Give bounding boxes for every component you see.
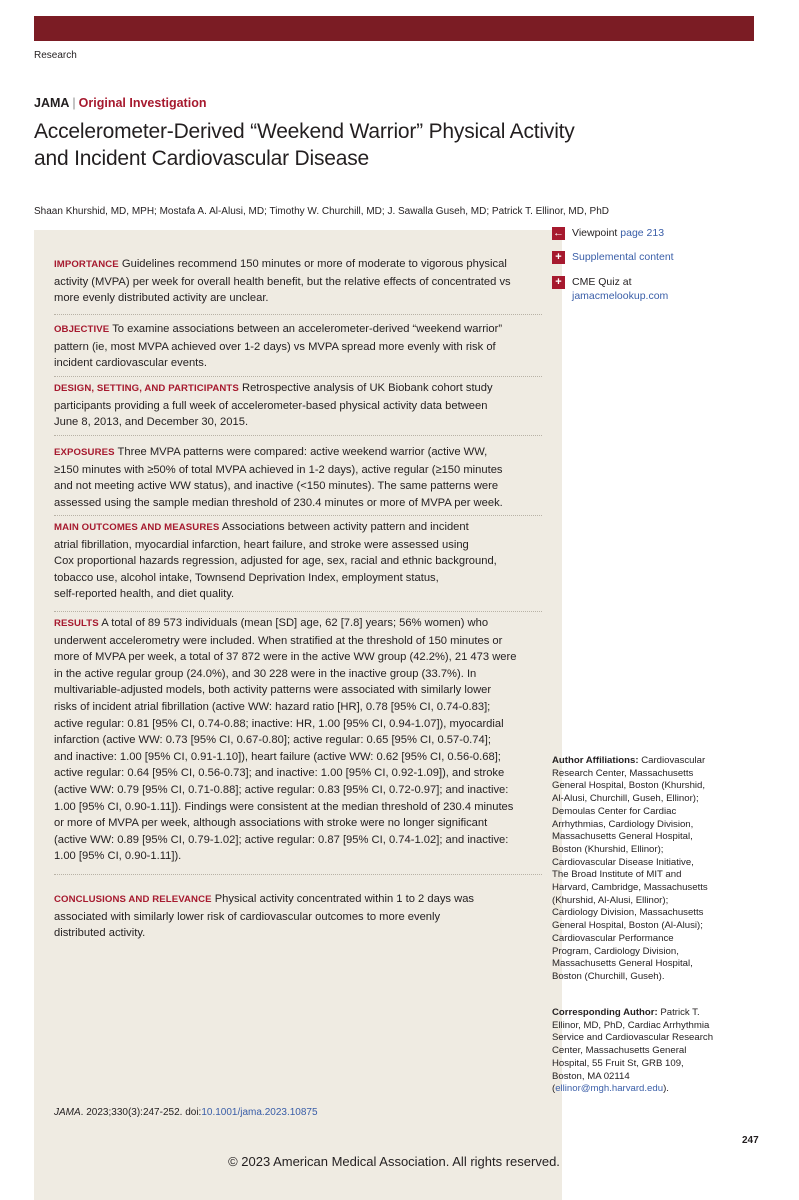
text-line: To examine associations between an accelerometer-derived “weekend warrior” [112, 323, 503, 335]
text-line: 1.00 [95% CI, 0.90-1.11]). [54, 850, 182, 863]
text-line: (active WW: 0.89 [95% CI, 0.79-1.02]; active regular: 0.87 [95% CI, 0.74-1.02]; and inactive: [54, 833, 509, 846]
text-line: active regular: 0.64 [95% CI, 0.56-0.73]; and inactive: 1.00 [95% CI, 0.92-1.09]), and stroke [54, 767, 505, 780]
text-line: multivariable-adjusted models, both activity patterns were associated with similarly lower [54, 684, 492, 697]
section-divider [54, 611, 542, 612]
author-list: Shaan Khurshid, MD, MPH; Mostafa A. Al-Alusi, MD; Timothy W. Churchill, MD; J. Sawalla Guseh, MD; Patrick T. Ellinor, MD, PhD [34, 206, 609, 217]
text-line: ≥150 minutes with ≥50% of total MVPA achieved in 1-2 days), active regular (≥150 minutes [54, 463, 503, 476]
affil-line: Cardiovascular [641, 755, 706, 766]
supplemental-label[interactable]: Supplemental content [572, 251, 674, 263]
corr-line: Center, Massachusetts General [552, 1045, 687, 1057]
section-divider [54, 874, 542, 875]
author-affiliations [552, 755, 740, 984]
abstract-objective [54, 321, 552, 372]
corr-line: Hospital, 55 Fruit St, GRB 109, [552, 1057, 684, 1069]
text-line: 1.00 [95% CI, 0.90-1.11]). Findings were consistent at the median threshold of 230.4 minutes [54, 800, 514, 813]
affil-line: Arrhythmias, Cardiology Division, [552, 818, 694, 830]
corr-line: Ellinor, MD, PhD, Cardiac Arrhythmia [552, 1019, 710, 1031]
citation-ref: . 2023;330(3):247-252. doi: [80, 1107, 202, 1118]
section-divider [54, 435, 542, 436]
journal-name: JAMA [34, 96, 70, 110]
citation-journal: JAMA [54, 1107, 81, 1118]
section-heading: MAIN OUTCOMES AND MEASURES [54, 522, 220, 533]
affil-line: Demoulas Center for Cardiac [552, 805, 677, 817]
article-title [34, 118, 674, 172]
section-heading: OBJECTIVE [54, 324, 110, 335]
text-line: and not meeting active WW status), and inactive (<150 minutes). The same patterns were [54, 480, 499, 493]
title-line-2: and Incident Cardiovascular Disease [34, 147, 370, 170]
affil-line: Program, Cardiology Division, [552, 945, 679, 957]
text-line: and inactive: 1.00 [95% CI, 0.91-1.10]), heart failure (active WW: 0.62 [95% CI, 0.56-0.68]; [54, 750, 501, 763]
text-line: activity (MVPA) per week for overall health benefit, but the relative effects of concentrated vs [54, 275, 511, 288]
text-line: infarction (active WW: 0.73 [95% CI, 0.67-0.80]; active regular: 0.65 [95% CI, 0.57-0.74]; [54, 734, 491, 747]
text-line: in the active regular group (24.0%), and 30 228 were in the inactive group (33.7%). In [54, 667, 477, 680]
corresponding-heading: Corresponding Author: [552, 1007, 658, 1018]
abstract-conclusions [54, 891, 552, 942]
cme-label: CME Quiz at [572, 276, 632, 288]
text-line: Associations between activity pattern and incident [221, 521, 469, 533]
affil-line: Massachusetts General Hospital, [552, 958, 693, 970]
journal-line [34, 96, 206, 110]
text-line: active regular: 0.81 [95% CI, 0.74-0.88; inactive: HR, 1.00 [95% CI, 0.94-1.07]), myocardial [54, 717, 504, 730]
section-heading: RESULTS [54, 618, 99, 629]
affil-line: Research Center, Massachusetts [552, 767, 694, 779]
affil-line: Harvard, Cambridge, Massachusetts [552, 882, 708, 894]
viewpoint-page[interactable]: page 213 [620, 227, 665, 239]
cme-text [572, 275, 742, 303]
text-line: Retrospective analysis of UK Biobank cohort study [242, 382, 493, 394]
viewpoint-label: Viewpoint [572, 227, 618, 239]
page-number: 247 [742, 1135, 759, 1146]
text-line: risks of incident atrial fibrillation (active WW: hazard ratio [HR], 0.78 [95% CI, 0.74-0.83]; [54, 700, 491, 713]
journal-separator: | [72, 96, 76, 110]
section-divider [54, 314, 542, 315]
abstract-importance [54, 256, 552, 307]
header-bar [34, 16, 754, 41]
affil-line: (Khurshid, Al-Alusi, Ellinor); [552, 894, 669, 906]
section-heading: EXPOSURES [54, 447, 115, 458]
affil-line: The Broad Institute of MIT and [552, 869, 682, 881]
text-line: more evenly distributed activity are unclear. [54, 292, 269, 305]
section-heading: DESIGN, SETTING, AND PARTICIPANTS [54, 383, 239, 394]
doi-link[interactable]: 10.1001/jama.2023.10875 [201, 1107, 318, 1118]
copyright-notice: © 2023 American Medical Association. All rights reserved. [228, 1154, 560, 1169]
plus-icon: + [552, 276, 565, 289]
article-type: Original Investigation [78, 96, 207, 110]
text-line: A total of 89 573 individuals (mean [SD] age, 62 [7.8] years; 56% women) who [101, 617, 489, 629]
text-line: self-reported health, and diet quality. [54, 588, 235, 601]
cme-link[interactable]: jamacmelookup.com [572, 290, 669, 302]
abstract-results [54, 615, 552, 865]
affiliations-heading: Author Affiliations: [552, 755, 639, 766]
text-line: June 8, 2013, and December 30, 2015. [54, 416, 249, 429]
text-line: (active WW: 0.79 [95% CI, 0.71-0.88]; active regular: 0.83 [95% CI, 0.72-0.97]; and inactive: [54, 783, 509, 796]
plus-icon: + [552, 251, 565, 264]
abstract-design [54, 380, 552, 431]
affil-line: Cardiovascular Disease Initiative, [552, 856, 694, 868]
text-line: Guidelines recommend 150 minutes or more of moderate to vigorous physical [121, 258, 507, 270]
text-line: or more of MVPA per week, although associations with stroke were no longer significant [54, 817, 488, 830]
email-link[interactable]: ellinor@mgh.harvard.edu [555, 1083, 664, 1095]
text-line: more of MVPA per week, a total of 37 872 were in the active WW group (42.2%), 21 473 were [54, 651, 517, 664]
text-line: atrial fibrillation, myocardial infarction, heart failure, and stroke were assessed using [54, 538, 469, 551]
text-line: tobacco use, alcohol intake, Townsend Deprivation Index, employment status, [54, 571, 439, 584]
email-open-paren: ( [552, 1083, 556, 1095]
affil-line: Massachusetts General Hospital, [552, 831, 693, 843]
text-line: Three MVPA patterns were compared: active weekend warrior (active WW, [117, 446, 488, 458]
corr-line: Boston, MA 02114 [552, 1070, 630, 1082]
section-label: Research [34, 50, 77, 61]
title-line-1: Accelerometer-Derived “Weekend Warrior” Physical Activity [34, 120, 575, 143]
viewpoint-text [572, 226, 742, 240]
corresponding-author [552, 1007, 740, 1096]
abstract-box [34, 230, 562, 1200]
affil-line: Boston (Churchill, Guseh). [552, 970, 665, 982]
affil-line: General Hospital, Boston (Khurshid, [552, 780, 706, 792]
text-line: Physical activity concentrated within 1 to 2 days was [214, 893, 475, 905]
corr-line: Service and Cardiovascular Research [552, 1032, 714, 1044]
abstract-outcomes [54, 519, 552, 603]
affil-line: Cardiology Division, Massachusetts [552, 907, 704, 919]
section-heading: CONCLUSIONS AND RELEVANCE [54, 894, 212, 905]
affil-line: Al-Alusi, Churchill, Guseh, Ellinor); [552, 793, 699, 805]
text-line: associated with similarly lower risk of cardiovascular outcomes to more evenly [54, 910, 441, 923]
abstract-exposures [54, 444, 552, 511]
text-line: pattern (ie, most MVPA achieved over 1-2 days) vs MVPA spread more evenly with risk of [54, 340, 496, 353]
section-divider [54, 515, 542, 516]
section-divider [54, 376, 542, 377]
affil-line: Cardiovascular Performance [552, 932, 674, 944]
corr-line: Patrick T. [660, 1007, 700, 1018]
text-line: incident cardiovascular events. [54, 357, 207, 370]
affil-line: General Hospital, Boston (Al-Alusi); [552, 920, 703, 932]
email-close-paren: ). [663, 1083, 669, 1095]
section-heading: IMPORTANCE [54, 259, 119, 270]
text-line: participants providing a full week of accelerometer-based physical activity data between [54, 399, 488, 412]
citation [54, 1107, 318, 1118]
text-line: Cox proportional hazards regression, adjusted for age, sex, racial and ethnic background, [54, 555, 497, 568]
affil-line: Boston (Khurshid, Ellinor); [552, 843, 664, 855]
text-line: assessed using the sample median threshold of 230.4 minutes or more of MVPA per week. [54, 496, 503, 509]
text-line: distributed activity. [54, 927, 146, 940]
text-line: underwent accelerometry were included. When stratified at the threshold of 150 minutes or [54, 634, 503, 647]
back-arrow-icon: ← [553, 227, 564, 239]
